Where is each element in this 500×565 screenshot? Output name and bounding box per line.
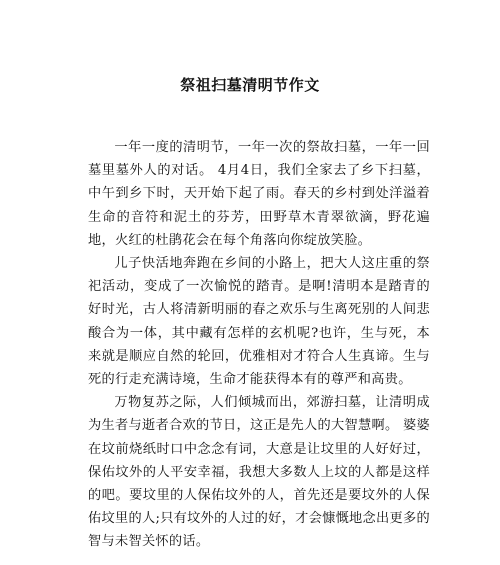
paragraph-2: 儿子快活地奔跑在乡间的小路上，把大人这庄重的祭祀活动，变成了一次愉悦的踏青。是啊!清明本是踏青的好时光，古人将清新明丽的春之欢乐与生离死别的人间悲酸合为一体，其中藏有怎样的玄机呢?也许，生与死，本来就是顺应自然的轮回，优雅相对才符合人生真谛。生与死的行走充满诗境，生命才能获得本有的尊严和高贵。 [88, 256, 430, 388]
document-body [88, 136, 430, 554]
paragraph-3: 万物复苏之际，人们倾城而出，郊游扫墓，让清明成为生者与逝者合欢的节日，这正是先人的大智慧啊。 婆婆在坟前烧纸时口中念念有词，大意是让坟里的人好好过，保佑坟外的人平安幸福，我想大多数人上坟的人都是这样的吧。要坟里的人保佑坟外的人，首先还是要坟外的人保佑坟里的人;只有坟外的人过的好，才会慷慨地念出更多的智与未智关怀的话。 [88, 395, 430, 550]
paragraph-1: 一年一度的清明节，一年一次的祭故扫墓，一年一回墓里墓外人的对话。 4月4日，我们全家去了乡下扫墓，中午到乡下时，天开始下起了雨。春天的乡村到处洋溢着生命的音符和泥土的芬芳，田野草木青翠欲滴，野花遍地，火红的杜鹃花会在每个角落向你绽放笑脸。 [88, 140, 430, 248]
document-title: 祭祖扫墓清明节作文 [180, 76, 320, 94]
